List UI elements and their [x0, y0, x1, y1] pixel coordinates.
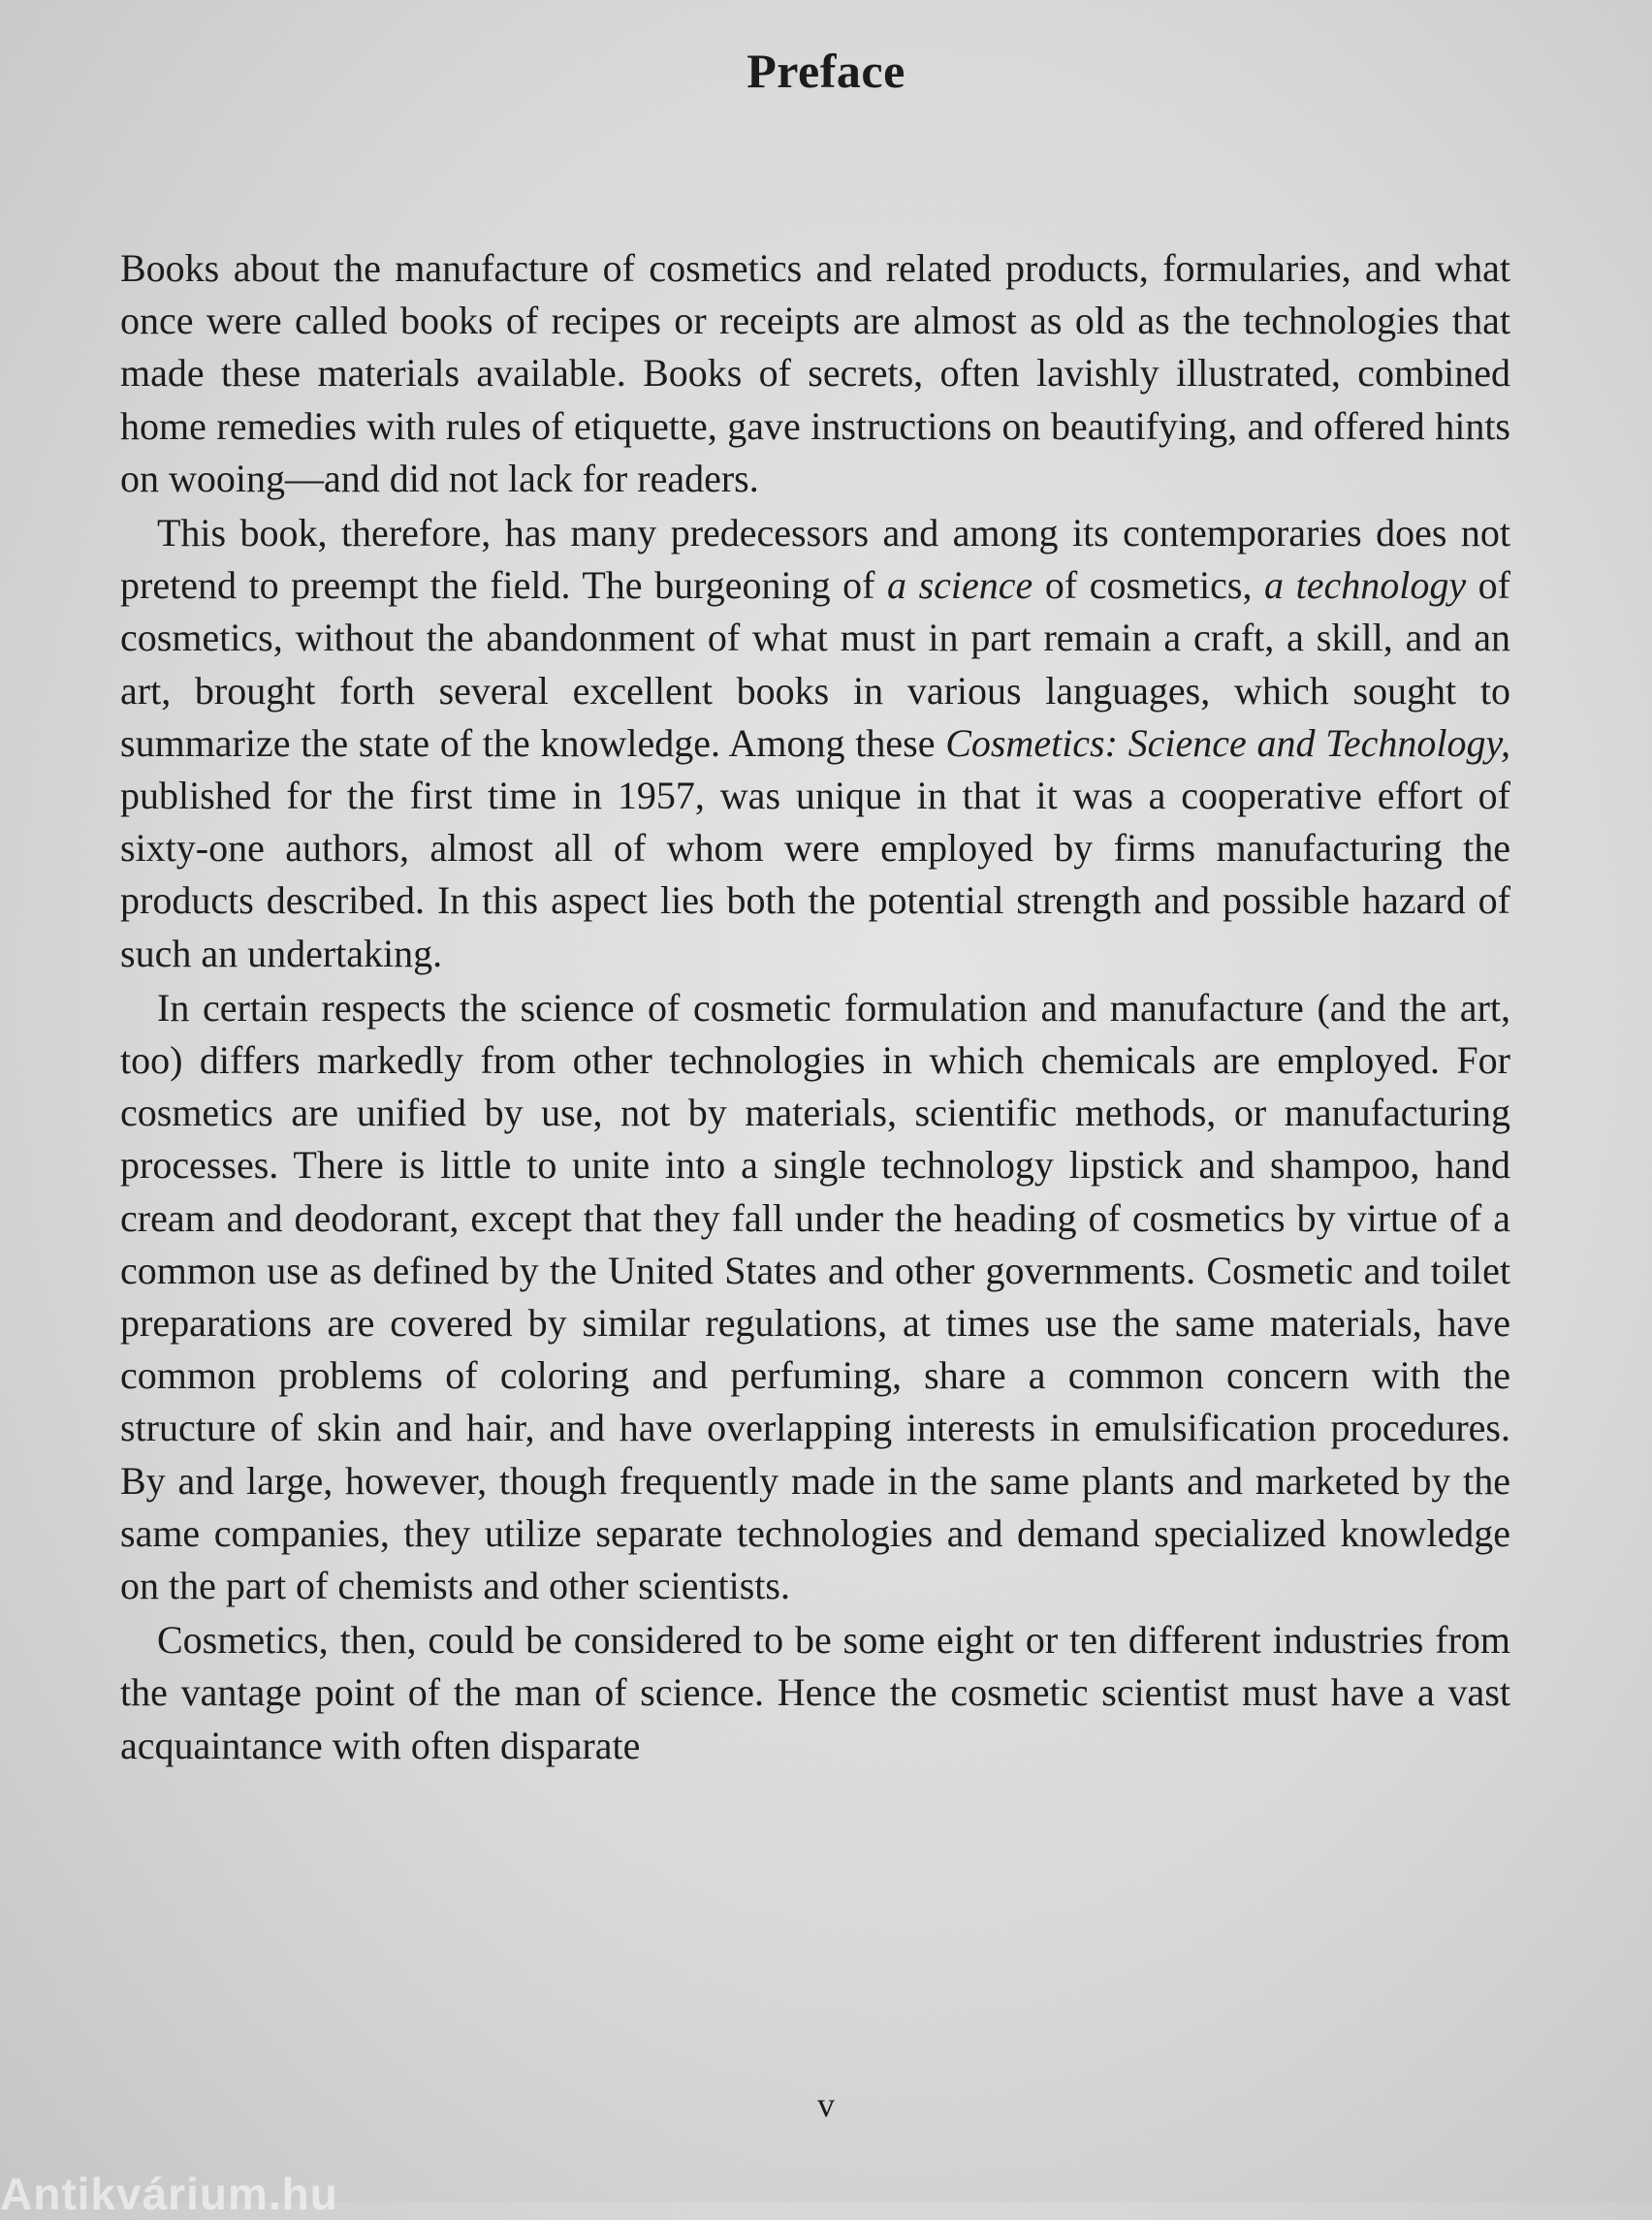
body-text	[120, 242, 1510, 1772]
text-run: of cosmetics,	[1032, 563, 1265, 608]
text-run: published for the first time in 1957, was unique in that it was a cooperative effort of sixty-one authors, almost all of whom were employed by firms manufacturing the products described. In this aspect lies both the potential strength and possible hazard of such an undertaking.	[120, 774, 1510, 975]
italic-text: a technology	[1264, 563, 1467, 608]
page-number: v	[817, 2085, 835, 2124]
paragraph	[120, 507, 1510, 980]
page-heading: Preface	[747, 44, 905, 98]
text-run: This book, therefore, has many predecessors and among its contemporaries does not pretend to preempt the field. The burgeoning of	[120, 511, 1510, 608]
text-run: of cosmetics, without the abandonment of what must in part remain a craft, a skill, and an art, brought forth several excellent books in various languages, which sought to summarize the state of the knowledge. Among these	[120, 563, 1510, 765]
paragraph	[120, 982, 1510, 1612]
text-run: Cosmetics, then, could be considered to be some eight or ten different industries from the vantage point of the man of science. Hence the cosmetic scientist must have a vast acquaintance with often disparate	[120, 1618, 1510, 1767]
italic-text: Cosmetics: Science and Technology,	[945, 720, 1511, 765]
text-run: Books about the manufacture of cosmetics and related products, formularies, and what once were called books of recipes or receipts are almost as old as the technologies that made these materials available. Books of secrets, often lavishly illustrated, combined home remedies with rules of etiquette, gave instructions on beautifying, and offered hints on wooing—and did not lack for readers.	[120, 246, 1510, 500]
paragraph	[120, 1614, 1510, 1772]
text-run: In certain respects the science of cosmetic formulation and manufacture (and the art, too) differs markedly from other technologies in which chemicals are employed. For cosmetics are unified by use, not by materials, scientific methods, or manufacturing processes. There is little to unite into a single technology lipstick and shampoo, hand cream and deodorant, except that they fall under the heading of cosmetics by virtue of a common use as defined by the United States and other governments. Cosmetic and toilet preparations are covered by similar regulations, at times use the same materials, have common problems of coloring and perfuming, share a common concern with the structure of skin and hair, and have overlapping interests in emulsification procedures. By and large, however, though frequently made in the same plants and marketed by the same companies, they utilize separate technologies and demand specialized knowledge on the part of chemists and other scientists.	[120, 985, 1510, 1608]
watermark-logo: Antikvárium.hu	[0, 2169, 338, 2219]
italic-text: a science	[887, 563, 1033, 608]
paragraph	[120, 242, 1510, 505]
